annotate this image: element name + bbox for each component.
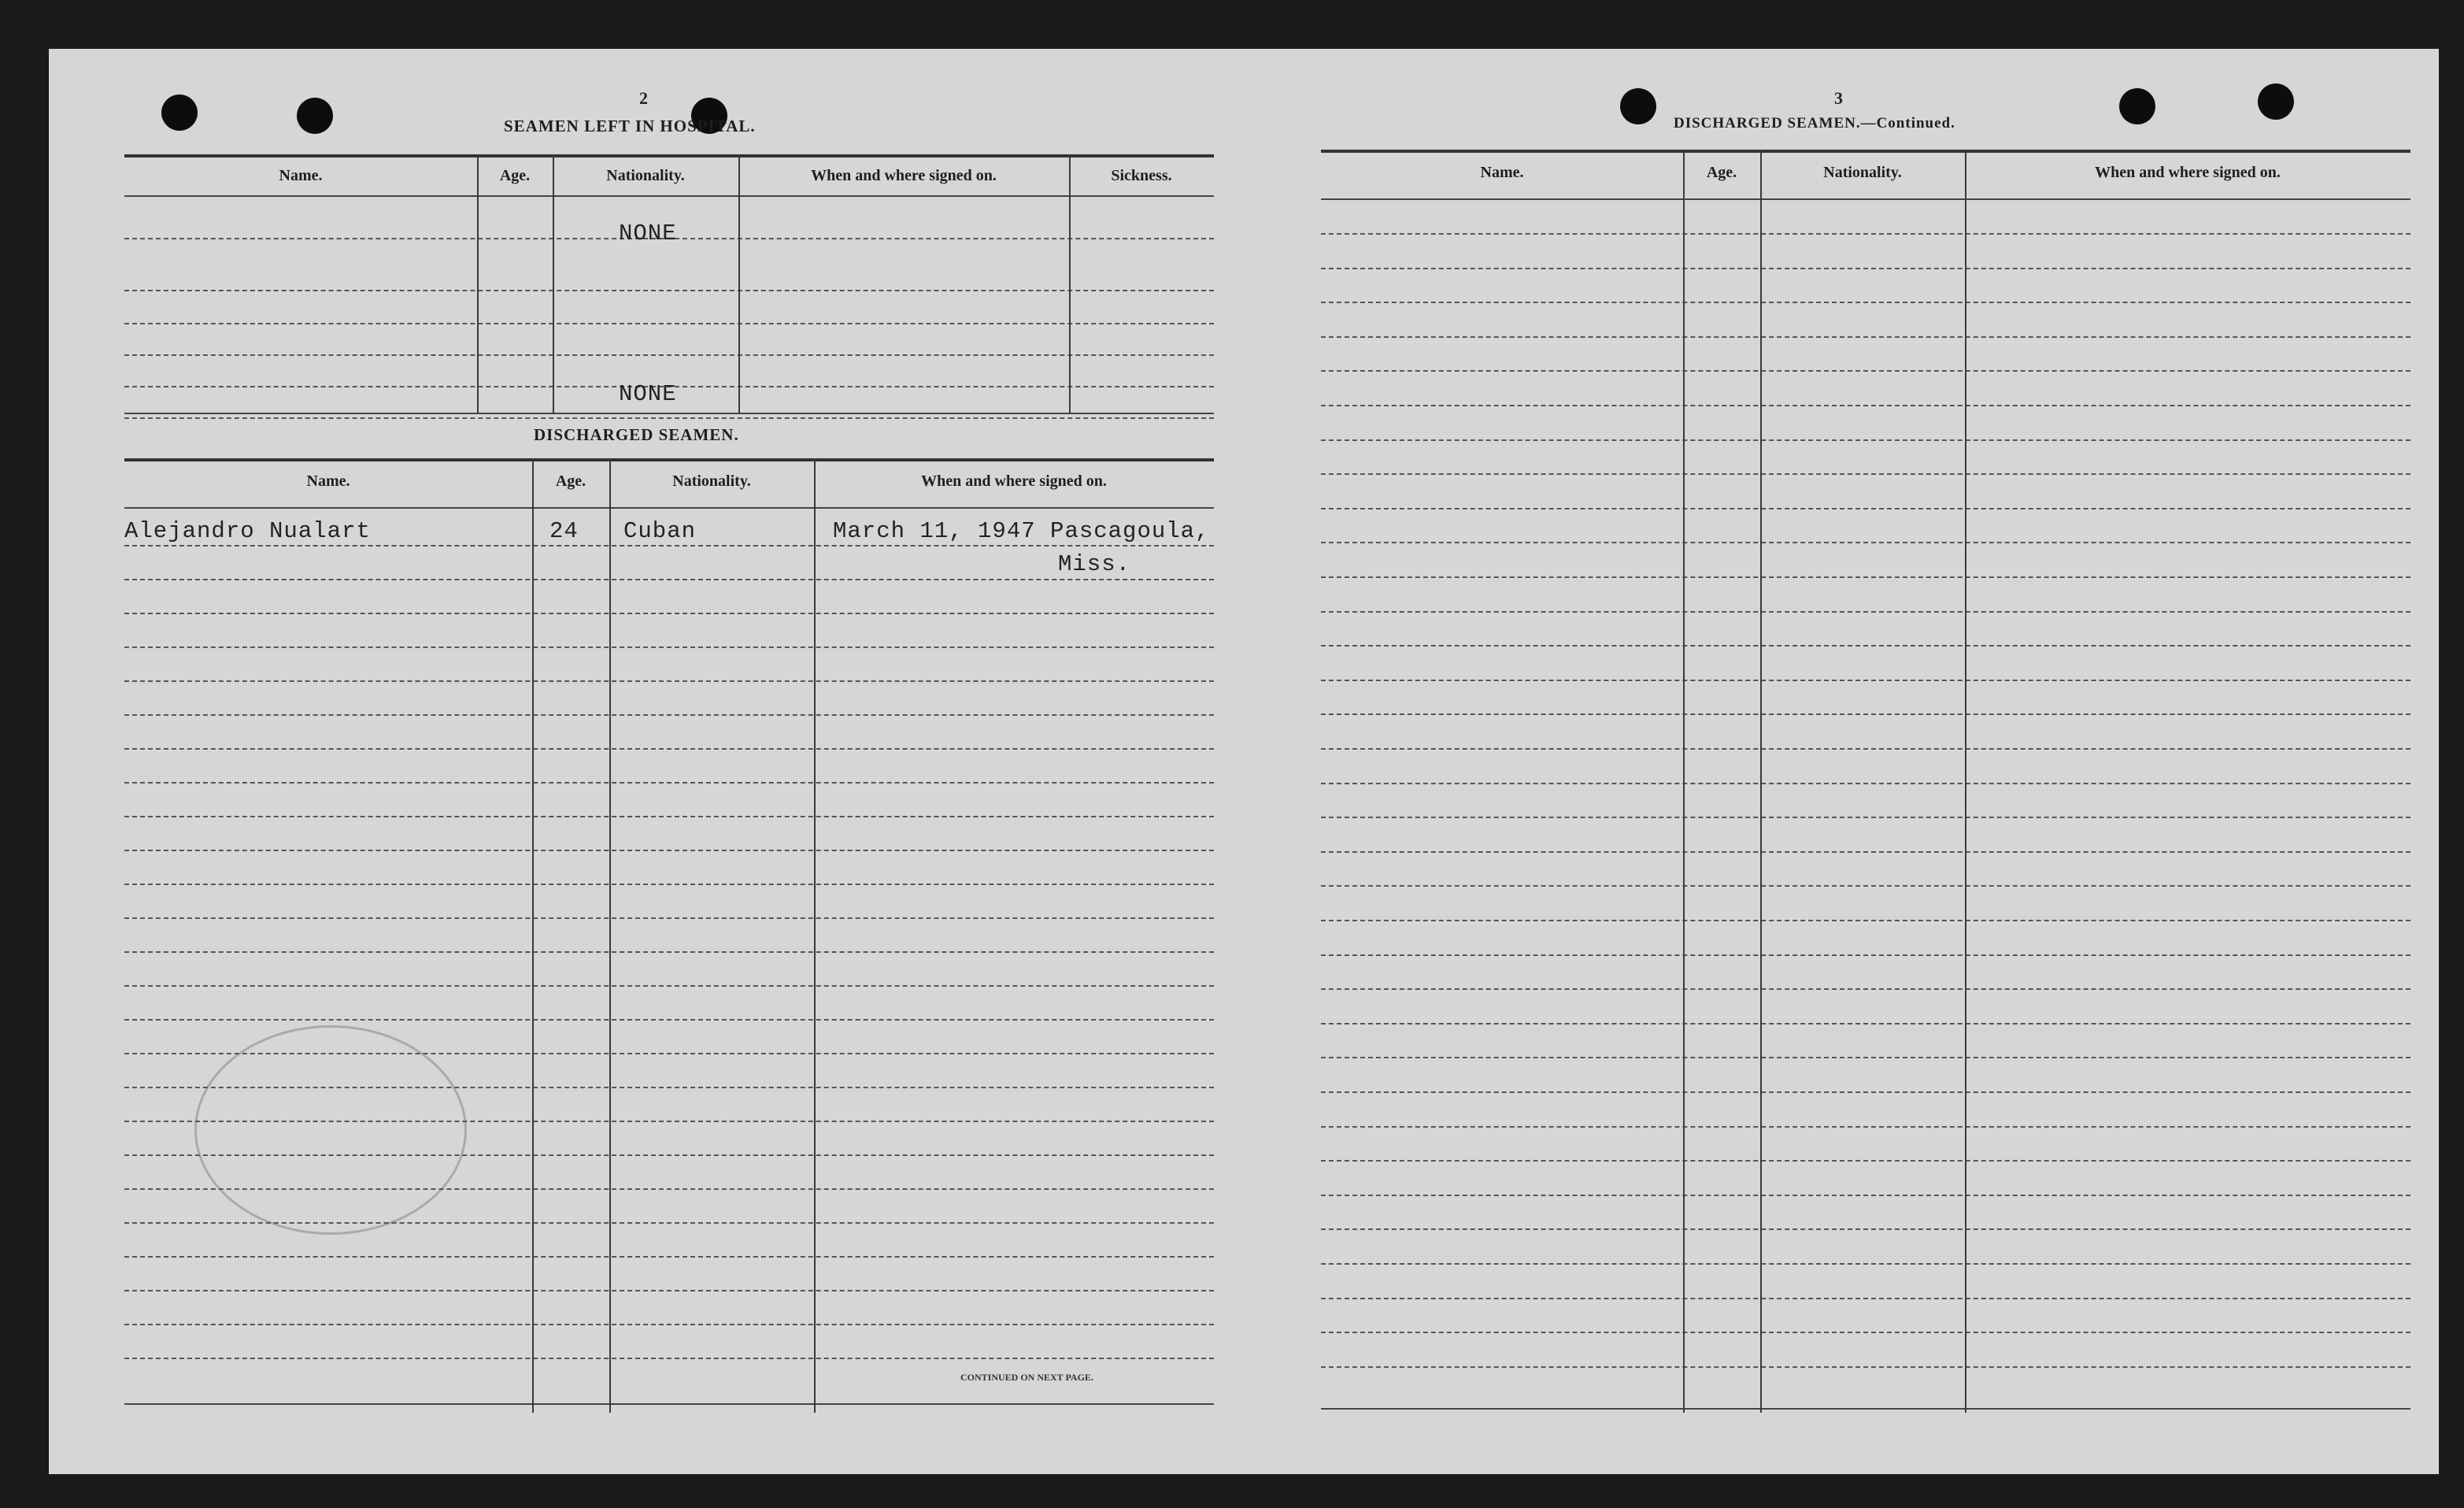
hospital-column-divider — [477, 154, 479, 414]
ruled-line — [124, 1019, 1214, 1021]
faded-stamp — [194, 1025, 467, 1235]
ruled-line — [1321, 611, 2410, 613]
ruled-line — [124, 545, 1214, 547]
punch-hole — [1620, 88, 1656, 124]
ruled-line — [1321, 817, 2410, 818]
ruled-line — [1321, 1091, 2410, 1093]
ruled-line — [124, 1324, 1214, 1325]
ruled-line — [124, 1256, 1214, 1258]
ruled-line — [1321, 680, 2410, 681]
ruled-line — [1321, 851, 2410, 853]
ruled-line — [124, 647, 1214, 648]
ruled-line — [1321, 405, 2410, 406]
ruled-line — [1321, 1126, 2410, 1128]
right-section-title: DISCHARGED SEAMEN.—Continued. — [1674, 115, 1955, 132]
discharged-seaman-signed-on: March 11, 1947 Pascagoula, — [833, 518, 1210, 544]
ruled-line — [124, 782, 1214, 784]
ruled-line — [124, 714, 1214, 716]
hospital-top-rule — [124, 154, 1214, 157]
discharged-header-signed-on: When and where signed on. — [921, 472, 1107, 490]
hospital-header-sickness: Sickness. — [1111, 167, 1172, 184]
punch-hole — [2119, 88, 2155, 124]
ruled-line — [1321, 748, 2410, 750]
discharged-header-name: Name. — [306, 472, 350, 490]
discharged-seaman-signed-on-cont: Miss. — [1058, 551, 1131, 577]
ruled-line — [124, 985, 1214, 987]
ruled-line — [124, 951, 1214, 953]
discharged-seaman-age: 24 — [549, 518, 579, 544]
ruled-line — [124, 884, 1214, 885]
right-header-signed-on: When and where signed on. — [2095, 164, 2281, 181]
ruled-line — [1321, 954, 2410, 956]
ruled-line — [1321, 1332, 2410, 1333]
bottom-rule — [1321, 1408, 2410, 1410]
ruled-line — [124, 613, 1214, 614]
ruled-line — [1321, 1023, 2410, 1024]
discharged-column-divider — [814, 458, 816, 1413]
ruled-line — [1321, 1057, 2410, 1058]
ruled-line — [124, 1358, 1214, 1359]
ruled-line — [1321, 1195, 2410, 1196]
continued-footer: CONTINUED ON NEXT PAGE. — [960, 1372, 1093, 1383]
ruled-line — [1321, 336, 2410, 338]
ruled-line — [1321, 713, 2410, 715]
ruled-line — [1321, 1298, 2410, 1299]
ruled-line — [1321, 1366, 2410, 1368]
right-header-nationality: Nationality. — [1823, 164, 1902, 181]
ruled-line — [124, 816, 1214, 817]
right-column-divider — [1760, 150, 1762, 1413]
ruled-line — [124, 1290, 1214, 1291]
hospital-column-divider — [553, 154, 554, 414]
ruled-line — [124, 917, 1214, 919]
hospital-row-line — [124, 290, 1214, 291]
right-header-name: Name. — [1480, 164, 1524, 181]
discharged-section-title: DISCHARGED SEAMEN. — [534, 425, 739, 444]
ruled-line — [1321, 1228, 2410, 1230]
ruled-line — [1321, 645, 2410, 647]
discharged-seaman-name: Alejandro Nualart — [124, 518, 371, 544]
ruled-line — [1321, 302, 2410, 303]
hospital-bottom-rule — [124, 413, 1214, 414]
discharged-column-divider — [609, 458, 611, 1413]
ruled-line — [1321, 439, 2410, 441]
right-header-age: Age. — [1706, 164, 1737, 181]
hospital-column-divider — [1069, 154, 1071, 414]
right-header-rule — [1321, 198, 2410, 200]
ruled-line — [1321, 783, 2410, 784]
ruled-line — [1321, 508, 2410, 509]
ruled-line — [1321, 988, 2410, 990]
ruled-line — [124, 579, 1214, 580]
punch-hole — [161, 94, 198, 131]
ruled-line — [1321, 576, 2410, 578]
punch-hole — [297, 98, 333, 134]
discharged-header-nationality: Nationality. — [672, 472, 751, 490]
ruled-line — [1321, 473, 2410, 475]
discharged-header-age: Age. — [555, 472, 586, 490]
document-sheet — [49, 49, 2439, 1474]
ruled-line — [1321, 885, 2410, 887]
ruled-line — [1321, 370, 2410, 372]
hospital-row-line — [124, 417, 1214, 419]
right-top-rule — [1321, 150, 2410, 153]
ruled-line — [1321, 1263, 2410, 1265]
right-column-divider — [1965, 150, 1966, 1413]
discharged-column-divider — [532, 458, 534, 1413]
punch-hole — [2258, 83, 2294, 120]
hospital-row-line — [124, 323, 1214, 324]
right-page-number: 3 — [1834, 88, 1843, 108]
hospital-section-title: SEAMEN LEFT IN HOSPITAL. — [504, 117, 756, 135]
ruled-line — [1321, 1160, 2410, 1162]
ruled-line — [1321, 268, 2410, 269]
ruled-line — [1321, 233, 2410, 235]
discharged-seaman-nationality: Cuban — [623, 518, 697, 544]
bottom-rule — [124, 1403, 1214, 1405]
discharged-header-rule — [124, 507, 1214, 509]
hospital-row-line — [124, 354, 1214, 356]
ruled-line — [124, 850, 1214, 851]
hospital-header-age: Age. — [499, 167, 531, 184]
ruled-line — [1321, 542, 2410, 543]
right-column-divider — [1683, 150, 1685, 1413]
hospital-entry-none: NONE — [619, 220, 677, 246]
hospital-entry-none: NONE — [619, 381, 677, 407]
hospital-header-name: Name. — [279, 167, 323, 184]
hospital-header-signed-on: When and where signed on. — [811, 167, 997, 184]
discharged-top-rule — [124, 458, 1214, 461]
left-page-number: 2 — [639, 88, 648, 108]
ruled-line — [124, 748, 1214, 750]
hospital-header-nationality: Nationality. — [606, 167, 685, 184]
hospital-column-divider — [738, 154, 740, 414]
ruled-line — [124, 680, 1214, 682]
hospital-header-rule — [124, 195, 1214, 197]
ruled-line — [1321, 920, 2410, 921]
